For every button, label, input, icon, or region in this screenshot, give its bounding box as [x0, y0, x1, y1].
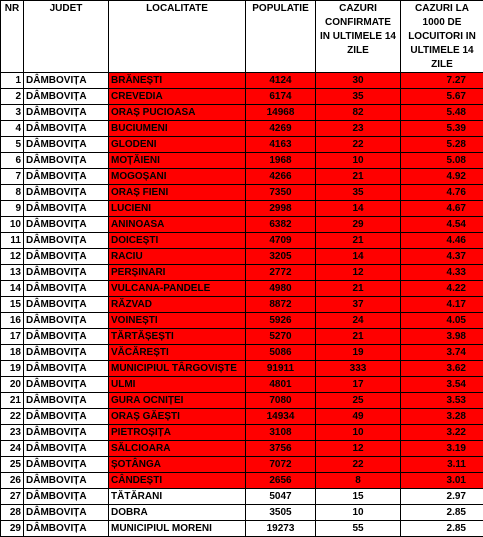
cell-rata[interactable]: 4.76	[401, 185, 483, 201]
cell-localitate[interactable]: ANINOASA	[109, 217, 246, 233]
cell-localitate[interactable]: VOINEȘTI	[109, 313, 246, 329]
cell-populatie[interactable]: 3205	[246, 249, 316, 265]
cell-cazuri[interactable]: 15	[316, 489, 401, 505]
cell-nr[interactable]: 3	[1, 105, 24, 121]
table-row	[1, 217, 483, 233]
cell-populatie[interactable]: 4266	[246, 169, 316, 185]
cell-judet[interactable]: DÂMBOVIȚA	[24, 217, 109, 233]
table-row	[1, 121, 483, 137]
cell-localitate[interactable]: ORAȘ PUCIOASA	[109, 105, 246, 121]
cell-rata[interactable]: 4.05	[401, 313, 483, 329]
cell-nr[interactable]: 12	[1, 249, 24, 265]
cell-nr[interactable]: 9	[1, 201, 24, 217]
table-row	[1, 137, 483, 153]
cell-judet[interactable]: DÂMBOVIȚA	[24, 281, 109, 297]
table-row	[1, 153, 483, 169]
cell-localitate[interactable]: TĂTĂRANI	[109, 489, 246, 505]
table-row	[1, 265, 483, 281]
cell-rata[interactable]: 3.53	[401, 393, 483, 409]
cell-cazuri[interactable]: 24	[316, 313, 401, 329]
cell-judet[interactable]: DÂMBOVIȚA	[24, 425, 109, 441]
header-localitate[interactable]: LOCALITATE	[109, 1, 246, 73]
cell-rata[interactable]: 5.67	[401, 89, 483, 105]
cell-cazuri[interactable]: 10	[316, 505, 401, 521]
cell-judet[interactable]: DÂMBOVIȚA	[24, 153, 109, 169]
cell-rata[interactable]: 2.97	[401, 489, 483, 505]
cell-cazuri[interactable]: 14	[316, 249, 401, 265]
cell-judet[interactable]: DÂMBOVIȚA	[24, 105, 109, 121]
cell-judet[interactable]: DÂMBOVIȚA	[24, 233, 109, 249]
table-row	[1, 73, 483, 89]
cell-populatie[interactable]: 91911	[246, 361, 316, 377]
cell-localitate[interactable]: VULCANA-PANDELE	[109, 281, 246, 297]
cell-populatie[interactable]: 2656	[246, 473, 316, 489]
cell-judet[interactable]: DÂMBOVIȚA	[24, 473, 109, 489]
cell-populatie[interactable]: 7072	[246, 457, 316, 473]
cell-rata[interactable]: 3.28	[401, 409, 483, 425]
cell-localitate[interactable]: GLODENI	[109, 137, 246, 153]
cell-localitate[interactable]: LUCIENI	[109, 201, 246, 217]
cell-populatie[interactable]: 1968	[246, 153, 316, 169]
cell-judet[interactable]: DÂMBOVIȚA	[24, 185, 109, 201]
cell-localitate[interactable]: VĂCĂREȘTI	[109, 345, 246, 361]
cell-localitate[interactable]: SĂLCIOARA	[109, 441, 246, 457]
table-row	[1, 201, 483, 217]
header-nr[interactable]: NR	[1, 1, 24, 73]
cell-cazuri[interactable]: 30	[316, 73, 401, 89]
cell-localitate[interactable]: ORAȘ FIENI	[109, 185, 246, 201]
cell-cazuri[interactable]: 22	[316, 457, 401, 473]
cell-cazuri[interactable]: 23	[316, 121, 401, 137]
cell-rata[interactable]: 3.54	[401, 377, 483, 393]
cell-nr[interactable]: 20	[1, 377, 24, 393]
table-row	[1, 393, 483, 409]
cell-rata[interactable]: 4.46	[401, 233, 483, 249]
cell-localitate[interactable]: MUNICIPIUL TÂRGOVIȘTE	[109, 361, 246, 377]
table-row	[1, 489, 483, 505]
cell-cazuri[interactable]: 35	[316, 185, 401, 201]
cell-localitate[interactable]: ORAȘ GĂEȘTI	[109, 409, 246, 425]
cell-judet[interactable]: DÂMBOVIȚA	[24, 521, 109, 537]
cell-nr[interactable]: 16	[1, 313, 24, 329]
cell-localitate[interactable]: RACIU	[109, 249, 246, 265]
table-row	[1, 505, 483, 521]
cell-localitate[interactable]: MUNICIPIUL MORENI	[109, 521, 246, 537]
cell-rata[interactable]: 3.01	[401, 473, 483, 489]
cell-cazuri[interactable]: 333	[316, 361, 401, 377]
table-row	[1, 473, 483, 489]
cell-populatie[interactable]: 3108	[246, 425, 316, 441]
table-row	[1, 89, 483, 105]
table-row	[1, 521, 483, 537]
cell-rata[interactable]: 4.22	[401, 281, 483, 297]
cell-rata[interactable]: 4.54	[401, 217, 483, 233]
cell-rata[interactable]: 5.08	[401, 153, 483, 169]
cell-rata[interactable]: 4.37	[401, 249, 483, 265]
header-rata[interactable]: CAZURI LA 1000 DE LOCUITORI IN ULTIMELE 14 ZILE	[401, 1, 483, 73]
cell-populatie[interactable]: 7350	[246, 185, 316, 201]
header-populatie[interactable]: POPULATIE	[246, 1, 316, 73]
cell-judet[interactable]: DÂMBOVIȚA	[24, 393, 109, 409]
cell-localitate[interactable]: BUCIUMENI	[109, 121, 246, 137]
header-cazuri[interactable]: CAZURI CONFIRMATE IN ULTIMELE 14 ZILE	[316, 1, 401, 73]
cell-nr[interactable]: 14	[1, 281, 24, 297]
cell-rata[interactable]: 3.62	[401, 361, 483, 377]
cell-populatie[interactable]: 19273	[246, 521, 316, 537]
table-row	[1, 249, 483, 265]
cell-populatie[interactable]: 7080	[246, 393, 316, 409]
table-row	[1, 185, 483, 201]
cell-populatie[interactable]: 14934	[246, 409, 316, 425]
cell-localitate[interactable]: MOȚĂIENI	[109, 153, 246, 169]
cell-populatie[interactable]: 5086	[246, 345, 316, 361]
cell-judet[interactable]: DÂMBOVIȚA	[24, 329, 109, 345]
cell-populatie[interactable]: 4124	[246, 73, 316, 89]
cell-localitate[interactable]: ULMI	[109, 377, 246, 393]
cell-cazuri[interactable]: 19	[316, 345, 401, 361]
cell-rata[interactable]: 2.85	[401, 521, 483, 537]
cell-populatie[interactable]: 2998	[246, 201, 316, 217]
table-row	[1, 345, 483, 361]
cell-nr[interactable]: 24	[1, 441, 24, 457]
cell-nr[interactable]: 6	[1, 153, 24, 169]
cell-rata[interactable]: 4.92	[401, 169, 483, 185]
cell-rata[interactable]: 3.22	[401, 425, 483, 441]
cell-judet[interactable]: DÂMBOVIȚA	[24, 137, 109, 153]
cell-judet[interactable]: DÂMBOVIȚA	[24, 313, 109, 329]
cell-nr[interactable]: 7	[1, 169, 24, 185]
cell-nr[interactable]: 23	[1, 425, 24, 441]
cell-cazuri[interactable]: 21	[316, 329, 401, 345]
cell-populatie[interactable]: 4709	[246, 233, 316, 249]
cell-nr[interactable]: 11	[1, 233, 24, 249]
cell-nr[interactable]: 29	[1, 521, 24, 537]
cell-cazuri[interactable]: 35	[316, 89, 401, 105]
cell-localitate[interactable]: RĂZVAD	[109, 297, 246, 313]
cell-localitate[interactable]: PIETROȘIȚA	[109, 425, 246, 441]
cell-cazuri[interactable]: 25	[316, 393, 401, 409]
cell-rata[interactable]: 5.28	[401, 137, 483, 153]
cell-populatie[interactable]: 14968	[246, 105, 316, 121]
cell-populatie[interactable]: 6382	[246, 217, 316, 233]
cell-cazuri[interactable]: 10	[316, 153, 401, 169]
cell-rata[interactable]: 4.67	[401, 201, 483, 217]
cell-judet[interactable]: DÂMBOVIȚA	[24, 377, 109, 393]
cell-judet[interactable]: DÂMBOVIȚA	[24, 121, 109, 137]
table-row	[1, 105, 483, 121]
cell-populatie[interactable]: 5047	[246, 489, 316, 505]
cell-judet[interactable]: DÂMBOVIȚA	[24, 249, 109, 265]
cell-localitate[interactable]: TĂRTĂȘEȘTI	[109, 329, 246, 345]
cell-judet[interactable]: DÂMBOVIȚA	[24, 409, 109, 425]
cell-populatie[interactable]: 6174	[246, 89, 316, 105]
table-row	[1, 297, 483, 313]
cell-judet[interactable]: DÂMBOVIȚA	[24, 441, 109, 457]
cell-populatie[interactable]: 3505	[246, 505, 316, 521]
table-row	[1, 169, 483, 185]
cell-localitate[interactable]: ȘOTÂNGA	[109, 457, 246, 473]
cell-populatie[interactable]: 5270	[246, 329, 316, 345]
cell-cazuri[interactable]: 29	[316, 217, 401, 233]
cell-rata[interactable]: 4.17	[401, 297, 483, 313]
cell-judet[interactable]: DÂMBOVIȚA	[24, 457, 109, 473]
cell-nr[interactable]: 2	[1, 89, 24, 105]
cell-localitate[interactable]: DOBRA	[109, 505, 246, 521]
cell-judet[interactable]: DÂMBOVIȚA	[24, 505, 109, 521]
cell-cazuri[interactable]: 17	[316, 377, 401, 393]
cell-nr[interactable]: 25	[1, 457, 24, 473]
cell-localitate[interactable]: BRĂNEȘTI	[109, 73, 246, 89]
cell-localitate[interactable]: CÂNDEȘTI	[109, 473, 246, 489]
cell-nr[interactable]: 4	[1, 121, 24, 137]
cell-populatie[interactable]: 2772	[246, 265, 316, 281]
cell-judet[interactable]: DÂMBOVIȚA	[24, 345, 109, 361]
cell-cazuri[interactable]: 21	[316, 233, 401, 249]
table-row	[1, 361, 483, 377]
table-row	[1, 329, 483, 345]
table-body	[1, 73, 483, 537]
cell-rata[interactable]: 5.48	[401, 105, 483, 121]
cell-nr[interactable]: 17	[1, 329, 24, 345]
cell-cazuri[interactable]: 21	[316, 169, 401, 185]
cell-nr[interactable]: 8	[1, 185, 24, 201]
cell-cazuri[interactable]: 10	[316, 425, 401, 441]
cell-nr[interactable]: 19	[1, 361, 24, 377]
cell-rata[interactable]: 3.11	[401, 457, 483, 473]
cell-rata[interactable]: 2.85	[401, 505, 483, 521]
cell-rata[interactable]: 5.39	[401, 121, 483, 137]
cell-cazuri[interactable]: 14	[316, 201, 401, 217]
table-row	[1, 377, 483, 393]
cell-populatie[interactable]: 3756	[246, 441, 316, 457]
table-row	[1, 281, 483, 297]
cell-nr[interactable]: 15	[1, 297, 24, 313]
cell-populatie[interactable]: 4269	[246, 121, 316, 137]
header-row	[1, 1, 483, 73]
table-row	[1, 409, 483, 425]
cell-nr[interactable]: 13	[1, 265, 24, 281]
cell-cazuri[interactable]: 82	[316, 105, 401, 121]
cell-rata[interactable]: 3.19	[401, 441, 483, 457]
table-row	[1, 457, 483, 473]
cell-cazuri[interactable]: 8	[316, 473, 401, 489]
cell-rata[interactable]: 3.98	[401, 329, 483, 345]
cell-cazuri[interactable]: 12	[316, 265, 401, 281]
cell-judet[interactable]: DÂMBOVIȚA	[24, 89, 109, 105]
table-row	[1, 425, 483, 441]
cell-cazuri[interactable]: 22	[316, 137, 401, 153]
cell-judet[interactable]: DÂMBOVIȚA	[24, 73, 109, 89]
cell-cazuri[interactable]: 55	[316, 521, 401, 537]
cell-rata[interactable]: 3.74	[401, 345, 483, 361]
cell-localitate[interactable]: CREVEDIA	[109, 89, 246, 105]
cell-judet[interactable]: DÂMBOVIȚA	[24, 361, 109, 377]
cell-nr[interactable]: 18	[1, 345, 24, 361]
cell-cazuri[interactable]: 49	[316, 409, 401, 425]
cell-nr[interactable]: 21	[1, 393, 24, 409]
cell-populatie[interactable]: 5926	[246, 313, 316, 329]
cell-populatie[interactable]: 4163	[246, 137, 316, 153]
cell-localitate[interactable]: GURA OCNIȚEI	[109, 393, 246, 409]
cell-rata[interactable]: 4.33	[401, 265, 483, 281]
table-row	[1, 233, 483, 249]
cell-judet[interactable]: DÂMBOVIȚA	[24, 297, 109, 313]
cell-cazuri[interactable]: 21	[316, 281, 401, 297]
cell-cazuri[interactable]: 12	[316, 441, 401, 457]
cell-localitate[interactable]: MOGOȘANI	[109, 169, 246, 185]
cell-judet[interactable]: DÂMBOVIȚA	[24, 489, 109, 505]
table-row	[1, 441, 483, 457]
header-judet[interactable]: JUDET	[24, 1, 109, 73]
cell-nr[interactable]: 26	[1, 473, 24, 489]
cell-nr[interactable]: 28	[1, 505, 24, 521]
cell-localitate[interactable]: PERȘINARI	[109, 265, 246, 281]
cell-judet[interactable]: DÂMBOVIȚA	[24, 169, 109, 185]
cell-rata[interactable]: 7.27	[401, 73, 483, 89]
cell-judet[interactable]: DÂMBOVIȚA	[24, 201, 109, 217]
cell-nr[interactable]: 1	[1, 73, 24, 89]
cell-nr[interactable]: 5	[1, 137, 24, 153]
cell-populatie[interactable]: 4801	[246, 377, 316, 393]
cell-nr[interactable]: 10	[1, 217, 24, 233]
cell-populatie[interactable]: 8872	[246, 297, 316, 313]
cell-nr[interactable]: 27	[1, 489, 24, 505]
cell-populatie[interactable]: 4980	[246, 281, 316, 297]
cell-cazuri[interactable]: 37	[316, 297, 401, 313]
table-row	[1, 313, 483, 329]
cell-localitate[interactable]: DOICEȘTI	[109, 233, 246, 249]
cell-judet[interactable]: DÂMBOVIȚA	[24, 265, 109, 281]
cell-nr[interactable]: 22	[1, 409, 24, 425]
